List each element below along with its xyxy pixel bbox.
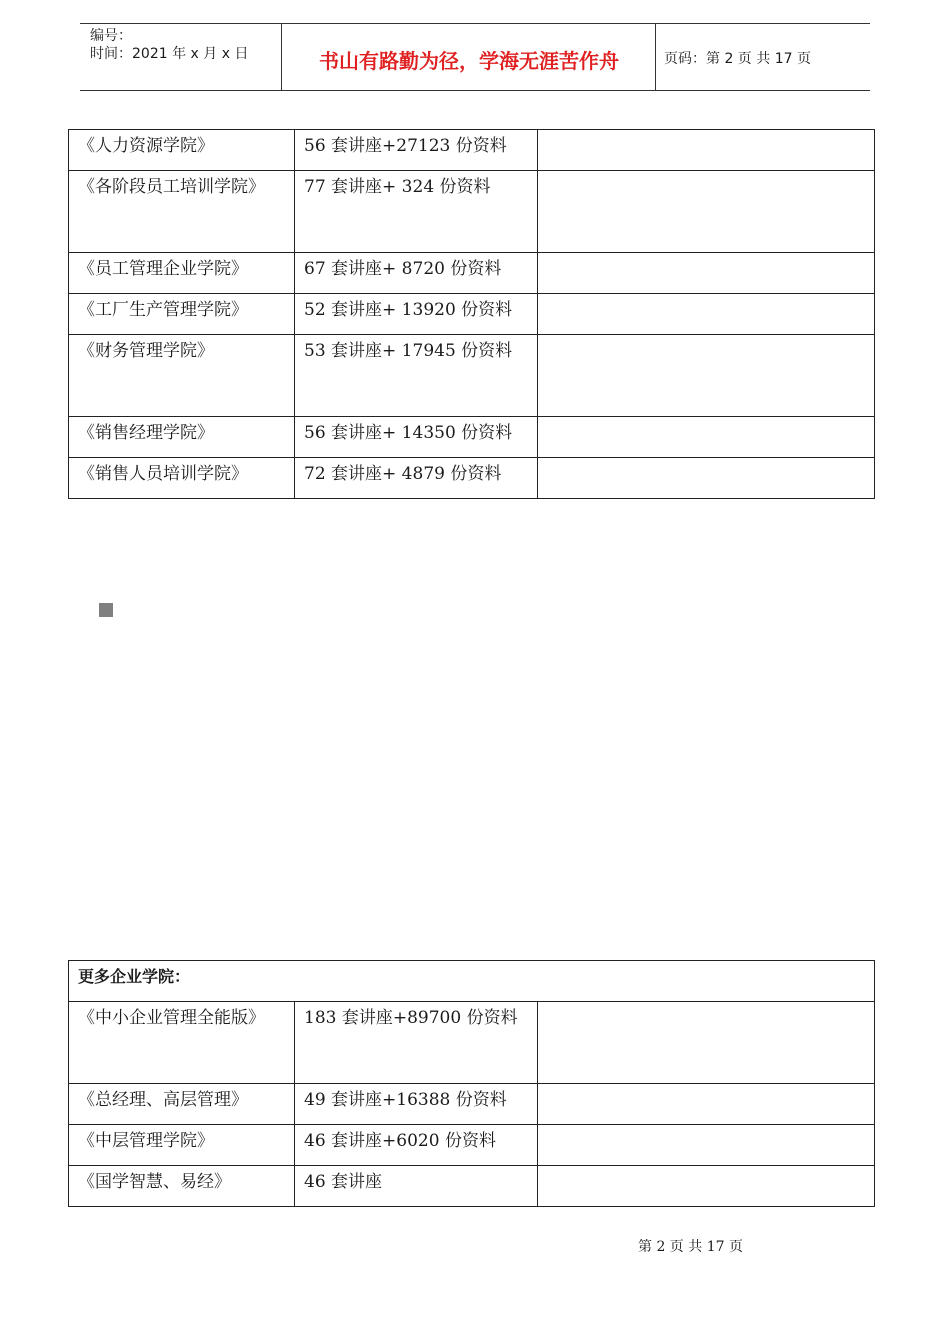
academy-content: 53 套讲座+ 17945 份资料: [304, 341, 513, 361]
academy-note-cell: [538, 335, 875, 417]
academy-content: 67 套讲座+ 8720 份资料: [304, 259, 502, 279]
table-row: [69, 417, 875, 458]
academy-name: 《人力资源学院》: [78, 136, 214, 156]
academy-name-cell: [69, 253, 295, 294]
section-title: 更多企业学院：: [78, 967, 191, 986]
academy-note-cell: [538, 458, 875, 499]
academy-name: 《财务管理学院》: [78, 341, 214, 361]
page-footer: 第 2 页 共 17 页: [638, 1239, 743, 1255]
table-row: [69, 130, 875, 171]
header-meta: [90, 27, 248, 63]
table-row: [69, 171, 875, 253]
academy-content-cell: [295, 417, 538, 458]
table-row: [69, 1002, 875, 1084]
academy-note-cell: [538, 130, 875, 171]
academy-name: 《工厂生产管理学院》: [78, 300, 248, 320]
academy-name: 《销售经理学院》: [78, 423, 214, 443]
square-bullet-icon: [99, 603, 113, 617]
academy-content: 56 套讲座+ 14350 份资料: [304, 423, 513, 443]
academy-content-cell: [295, 1002, 538, 1084]
academy-content-cell: [295, 253, 538, 294]
table-row: [69, 294, 875, 335]
academy-content: 56 套讲座+27123 份资料: [304, 136, 507, 156]
academy-content: 52 套讲座+ 13920 份资料: [304, 300, 513, 320]
academy-content-cell: [295, 130, 538, 171]
academy-name: 《各阶段员工培训学院》: [78, 177, 265, 197]
academy-name: 《中层管理学院》: [78, 1131, 214, 1151]
academy-name-cell: [69, 1002, 295, 1084]
academy-name: 《中小企业管理全能版》: [78, 1008, 265, 1028]
header-bottom-rule: [80, 90, 870, 91]
academy-content: 72 套讲座+ 4879 份资料: [304, 464, 502, 484]
academy-name-cell: [69, 335, 295, 417]
academy-note-cell: [538, 417, 875, 458]
academy-name-cell: [69, 130, 295, 171]
academy-name: 《国学智慧、易经》: [78, 1172, 231, 1192]
section-title-cell: [69, 961, 875, 1002]
number-label: 编号：: [90, 28, 132, 44]
academy-note-cell: [538, 171, 875, 253]
academy-note-cell: [538, 1125, 875, 1166]
academy-content-cell: [295, 171, 538, 253]
academy-content: 49 套讲座+16388 份资料: [304, 1090, 507, 1110]
header-slogan: 书山有路勤为径，学海无涯苦作舟: [319, 49, 619, 73]
academy-content-cell: [295, 1084, 538, 1125]
academy-content: 77 套讲座+ 324 份资料: [304, 177, 491, 197]
academy-name: 《员工管理企业学院》: [78, 259, 248, 279]
table-row: [69, 253, 875, 294]
academy-content-cell: [295, 458, 538, 499]
table-row: [69, 1125, 875, 1166]
academy-note-cell: [538, 1166, 875, 1207]
academy-content-cell: [295, 1125, 538, 1166]
table-row: [69, 458, 875, 499]
page-header: [80, 23, 870, 90]
academy-content: 46 套讲座: [304, 1172, 383, 1192]
table-row: [69, 335, 875, 417]
academy-name-cell: [69, 458, 295, 499]
more-academies-table: [68, 960, 875, 1207]
academy-name-cell: [69, 1084, 295, 1125]
academy-name-cell: [69, 294, 295, 335]
academy-note-cell: [538, 1002, 875, 1084]
table-title-row: [69, 961, 875, 1002]
academy-content-cell: [295, 294, 538, 335]
academy-content-cell: [295, 1166, 538, 1207]
academy-name: 《销售人员培训学院》: [78, 464, 248, 484]
academy-content: 46 套讲座+6020 份资料: [304, 1131, 496, 1151]
header-page-info: 页码：第 2 页 共 17 页: [664, 51, 811, 67]
academy-table: [68, 129, 875, 499]
header-top-rule: [80, 23, 870, 24]
academy-name: 《总经理、高层管理》: [78, 1090, 248, 1110]
academy-note-cell: [538, 1084, 875, 1125]
academy-content-cell: [295, 335, 538, 417]
time-label: 时间：2021 年 x 月 x 日: [90, 46, 249, 62]
table-row: [69, 1166, 875, 1207]
table-row: [69, 1084, 875, 1125]
academy-name-cell: [69, 171, 295, 253]
academy-name-cell: [69, 1166, 295, 1207]
academy-note-cell: [538, 294, 875, 335]
academy-note-cell: [538, 253, 875, 294]
academy-name-cell: [69, 1125, 295, 1166]
academy-name-cell: [69, 417, 295, 458]
academy-content: 183 套讲座+89700 份资料: [304, 1008, 518, 1028]
